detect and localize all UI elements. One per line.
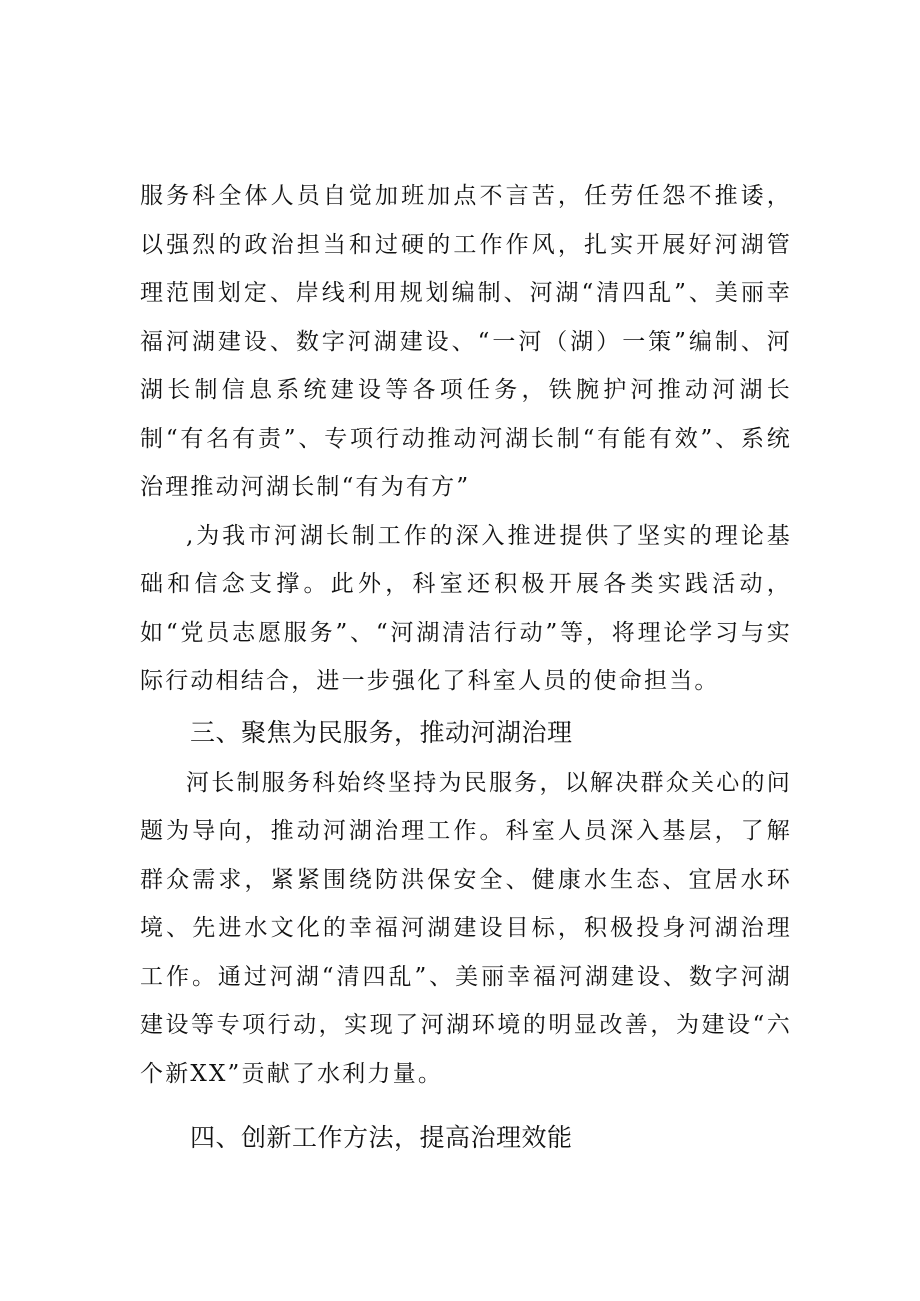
- paragraph-continued: 服务科全体人员自觉加班加点不言苦，任劳任怨不推诿，以强烈的政治担当和过硬的工作作风，扎实开展好河湖管理范围划定、岸线利用规划编制、河湖“清四乱”、美丽幸福河湖建设、数字河湖建设、“一河（湖）一策”编制、河湖长制信息系统建设等各项任务，铁腕护河推动河湖长制“有名有责”、专项行动推动河湖长制“有能有效”、系统治理推动河湖长制“有为有方”: [140, 183, 792, 500]
- section-heading-4: 四、创新工作方法，提高治理效能: [190, 1123, 573, 1152]
- paragraph-theory-basis: ,为我市河湖长制工作的深入推进提供了坚实的理论基础和信念支撑。此外，科室还积极开展各类实践活动，如“党员志愿服务”、“河湖清洁行动”等，将理论学习与实际行动相结合，进一步强化了科室人员的使命担当。: [140, 522, 792, 694]
- paragraph-section-3: 河长制服务科始终坚持为民服务，以解决群众关心的问题为导向，推动河湖治理工作。科室人员深入基层，了解群众需求，紧紧围绕防洪保安全、健康水生态、宜居水环境、先进水文化的幸福河湖建设目标，积极投身河湖治理工作。通过河湖“清四乱”、美丽幸福河湖建设、数字河湖建设等专项行动，实现了河湖环境的明显改善，为建设“六个新XX”贡献了水利力量。: [140, 769, 792, 1087]
- section-heading-3: 三、聚焦为民服务，推动河湖治理: [190, 717, 573, 747]
